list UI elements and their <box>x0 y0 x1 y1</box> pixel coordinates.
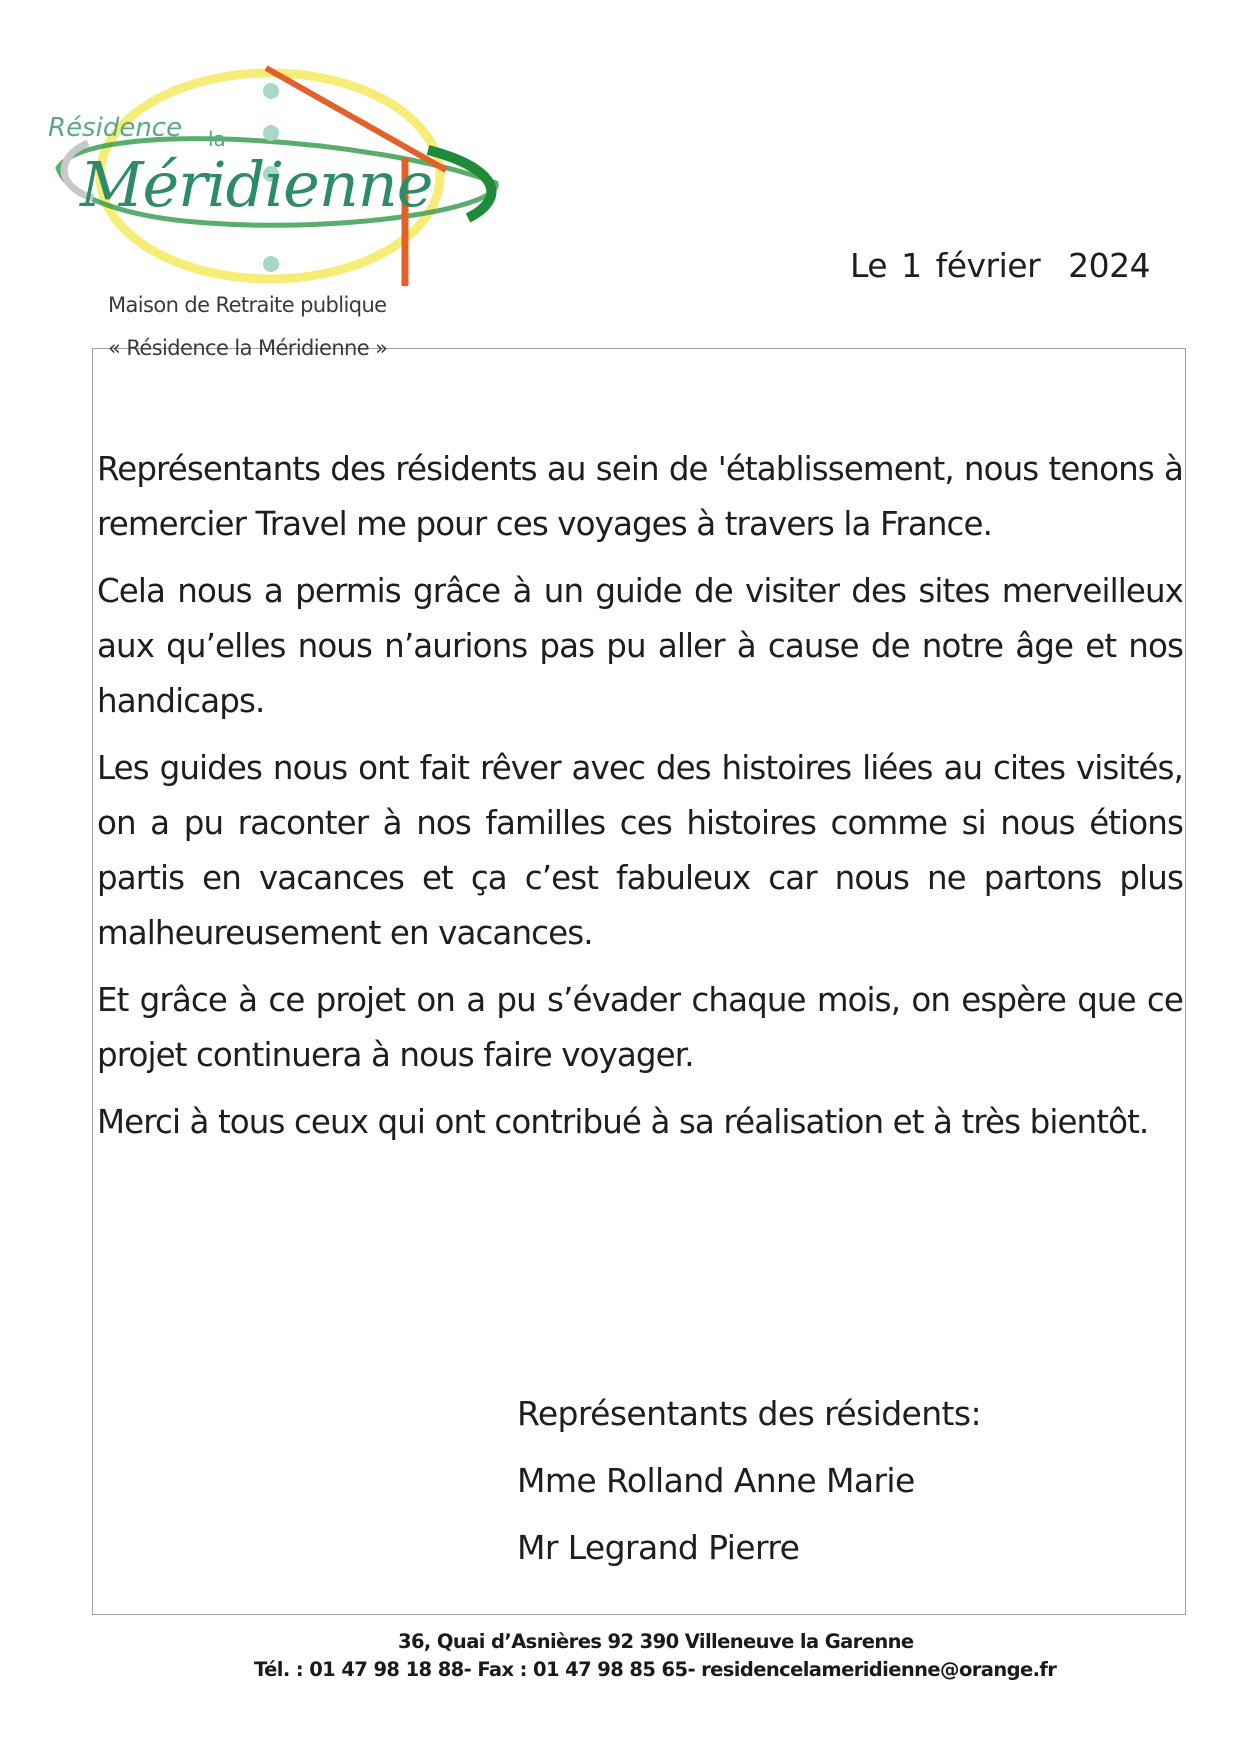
signatory-name: Mr Legrand Pierre <box>517 1528 800 1567</box>
letter-date: Le 1 février 2024 <box>850 246 1151 285</box>
letter-paragraph: Représentants des résidents au sein de 'établissement, nous tenons à remercier Travel me pour ces voyages à travers la France. <box>97 450 1183 543</box>
letter-paragraph: Merci à tous ceux qui ont contribué à sa réalisation et à très bientôt. <box>97 1103 1149 1141</box>
logo-la-text: la <box>208 127 226 151</box>
letter-paragraph: Cela nous a permis grâce à un guide de visiter des sites merveilleux aux qu’elles nous n’aurions pas pu aller à cause de notre âge et nos handicaps. <box>97 572 1183 720</box>
signature-heading: Représentants des résidents: <box>517 1394 982 1433</box>
logo-dot <box>263 256 279 272</box>
letter-body <box>97 442 1183 1162</box>
signature-block <box>517 1380 981 1581</box>
logo-residence-text: Résidence <box>48 113 183 143</box>
institution-name: « Résidence la Méridienne » <box>108 336 388 360</box>
logo-dot <box>263 125 279 141</box>
footer-address: 36, Quai d’Asnières 92 390 Villeneuve la Garenne <box>398 1630 914 1653</box>
logo-meridienne-text: Méridienne <box>80 148 433 221</box>
residence-logo <box>48 58 508 286</box>
logo-dot <box>263 83 279 99</box>
letter-paragraph: Et grâce à ce projet on a pu s’évader chaque mois, on espère que ce projet continuera à nous faire voyager. <box>97 981 1183 1074</box>
institution-subtitle: Maison de Retraite publique <box>108 293 387 317</box>
letter-paragraph: Les guides nous ont fait rêver avec des histoires liées au cites visités, on a pu raconter à nos familles ces histoires comme si nous étions partis en vacances et ça c’est fabuleux car nous ne partons plus malheureusement en vacances. <box>97 749 1183 952</box>
signatory-name: Mme Rolland Anne Marie <box>517 1461 915 1500</box>
footer-contact: Tél. : 01 47 98 18 88- Fax : 01 47 98 85 65- residencelameridienne@orange.fr <box>254 1658 1057 1681</box>
